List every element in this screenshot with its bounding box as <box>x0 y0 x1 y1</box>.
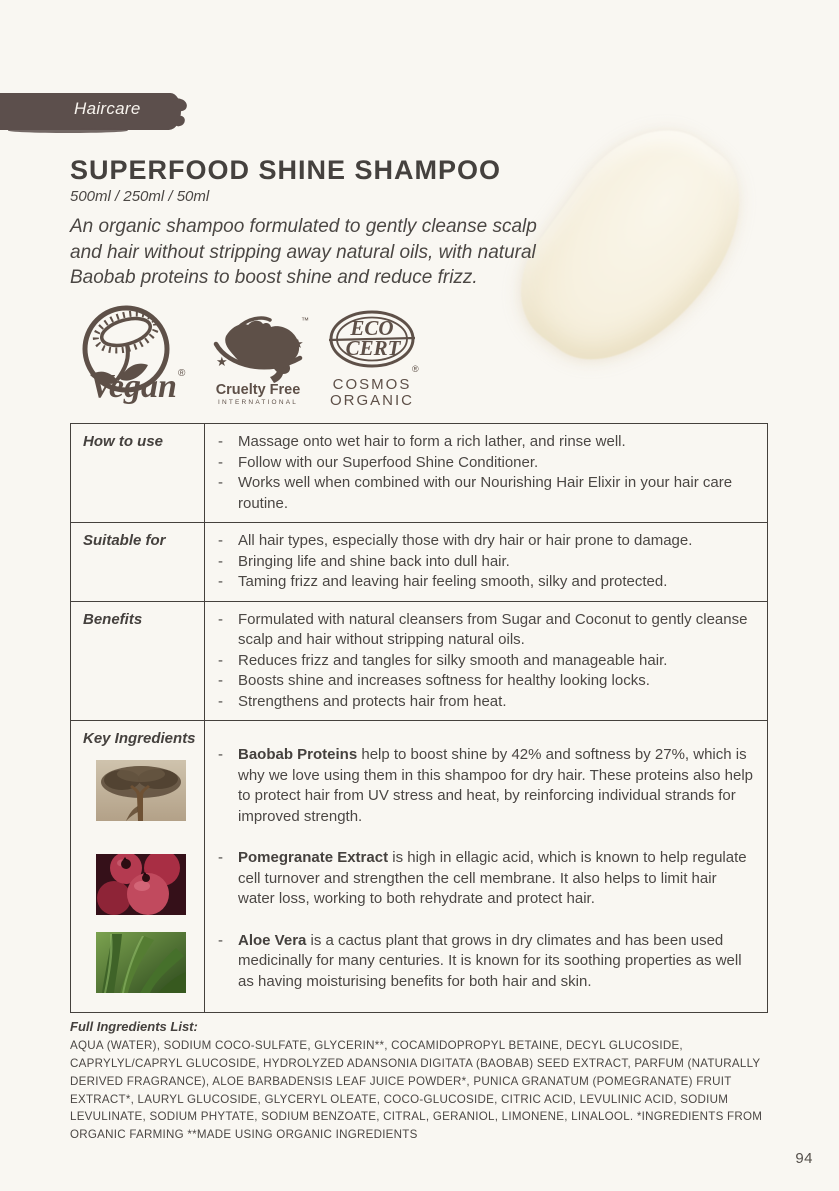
key-ingredient-item: - Pomegranate Extract is high in ellagic acid, which is known to help regulate cell turnover and strengthen the cell membrane. It also helps to limit hair water loss, working to both rehydrate and protect hair. <box>218 848 753 910</box>
dash-marker: - <box>218 433 223 451</box>
dash-marker: - <box>218 573 223 591</box>
dash-marker: - <box>218 552 223 570</box>
full-ingredients-label: Full Ingredients List: <box>70 1019 198 1035</box>
list-item: - Taming frizz and leaving hair feeling smooth, silky and protected. <box>218 572 753 593</box>
full-ingredients-text: AQUA (WATER), SODIUM COCO-SULFATE, GLYCERIN**, COCAMIDOPROPYL BETAINE, DECYL GLUCOSIDE, CAPRYLYL/CAPRYL GLUCOSIDE, HYDROLYZED ADANSONIA DIGITATA (BAOBAB) SEED EXTRACT, PARFUM (NATURALLY DERIVED FRAGRANCE), ALOE BARBADENSIS LEAF JUICE POWDER*, PUNICA GRANATUM (POMEGRANATE) FRUIT EXTRACT*, LAURYL GLUCOSIDE, GLYCERYL OLEATE, COCO-GLUCOSIDE, CITRIC ACID, LEVULINIC ACID, SODIUM LEVULINATE, SODIUM PHYTATE, SODIUM BENZOATE, CITRAL, GERANIOL, LIMONENE, LINALOOL. *INGREDIENTS FROM ORGANIC FARMING **MADE USING ORGANIC INGREDIENTS <box>70 1039 763 1142</box>
how-to-use-list <box>218 432 753 514</box>
list-item: - Formulated with natural cleansers from Sugar and Coconut to gently cleanse scalp and hair without stripping natural oils. <box>218 610 753 651</box>
page-number: 94 <box>795 1150 813 1167</box>
list-item: - Boosts shine and increases softness for healthy looking locks. <box>218 671 753 692</box>
row-label: Key Ingredients <box>83 730 196 748</box>
vegan-logo-icon <box>70 303 190 406</box>
list-item: - Bringing life and shine back into dull hair. <box>218 552 753 573</box>
certification-logos <box>70 303 768 406</box>
table-row-key-ingredients <box>71 720 767 1012</box>
list-item: - Reduces frizz and tangles for silky smooth and manageable hair. <box>218 651 753 672</box>
key-ingredients-list <box>218 745 753 992</box>
dash-marker: - <box>218 651 223 669</box>
list-item: - Strengthens and protects hair from heat. <box>218 692 753 713</box>
brush-streak <box>8 128 128 133</box>
dash-marker: - <box>218 610 223 628</box>
category-badge <box>0 93 181 130</box>
pomegranate-photo <box>96 854 186 915</box>
benefits-list <box>218 610 753 713</box>
dash-marker: - <box>218 849 223 867</box>
dash-marker: - <box>218 532 223 550</box>
ecocert-logo-icon <box>328 310 420 406</box>
ingredient-photos <box>96 760 196 993</box>
cruelty-free-logo-icon <box>208 314 310 406</box>
vegan-registered-mark: ® <box>178 368 186 380</box>
table-row-how-to-use <box>71 424 767 522</box>
ecocert-registered-mark: ® <box>412 364 419 375</box>
aloe-vera-photo <box>96 932 186 993</box>
table-row-benefits <box>71 601 767 721</box>
ecocert-text-top: ECO <box>350 316 394 341</box>
product-description: An organic shampoo formulated to gently cleanse scalp and hair without stripping away natural oils, with natural Baobab proteins to boost shine and reduce frizz. <box>70 216 537 288</box>
dash-marker: - <box>218 672 223 690</box>
row-label: Benefits <box>71 602 205 721</box>
product-sizes: 500ml / 250ml / 50ml <box>70 188 210 206</box>
ecocert-text-bottom: CERT <box>345 336 401 361</box>
ecocert-cosmos-text: COSMOS <box>332 376 412 394</box>
category-badge-label: Haircare <box>74 99 141 118</box>
product-info-table <box>70 423 768 1013</box>
list-item: - Follow with our Superfood Shine Conditioner. <box>218 453 753 474</box>
cruelty-free-star-left: ★ <box>216 354 228 370</box>
key-ingredient-item: - Baobab Proteins help to boost shine by 42% and softness by 27%, which is why we love using them in this shampoo for dry hair. These proteins also help to protect hair from UV stress and heat, by reinforcing individual strands for improved strength. <box>218 745 753 827</box>
vegan-logo-text: Vegan <box>90 368 177 406</box>
list-item: - Works well when combined with our Nourishing Hair Elixir in your hair care routine. <box>218 473 753 514</box>
cruelty-free-sublabel: INTERNATIONAL <box>217 399 299 407</box>
suitable-for-list <box>218 531 753 593</box>
cruelty-free-star-right: ★ <box>292 336 304 352</box>
table-row-suitable-for <box>71 522 767 601</box>
dash-marker: - <box>218 931 223 949</box>
dash-marker: - <box>218 453 223 471</box>
row-label: How to use <box>71 424 205 522</box>
dash-marker: - <box>218 474 223 492</box>
baobab-tree-photo <box>96 760 186 821</box>
main-content <box>70 155 768 1144</box>
dash-marker: - <box>218 746 223 764</box>
product-title: SUPERFOOD SHINE SHAMPOO <box>70 155 502 185</box>
cruelty-free-tm-mark: ™ <box>301 316 309 326</box>
dash-marker: - <box>218 692 223 710</box>
ecocert-organic-text: ORGANIC <box>329 392 415 407</box>
key-ingredient-item: - Aloe Vera is a cactus plant that grows in dry climates and has been used medicinally for many centuries. It is known for its soothing properties as well as having moisturising benefits for both hair and skin. <box>218 931 753 993</box>
full-ingredients-section <box>70 1019 768 1144</box>
list-item: - Massage onto wet hair to form a rich lather, and rinse well. <box>218 432 753 453</box>
row-label: Suitable for <box>71 523 205 601</box>
cruelty-free-label: Cruelty Free <box>215 382 301 399</box>
list-item: - All hair types, especially those with dry hair or hair prone to damage. <box>218 531 753 552</box>
